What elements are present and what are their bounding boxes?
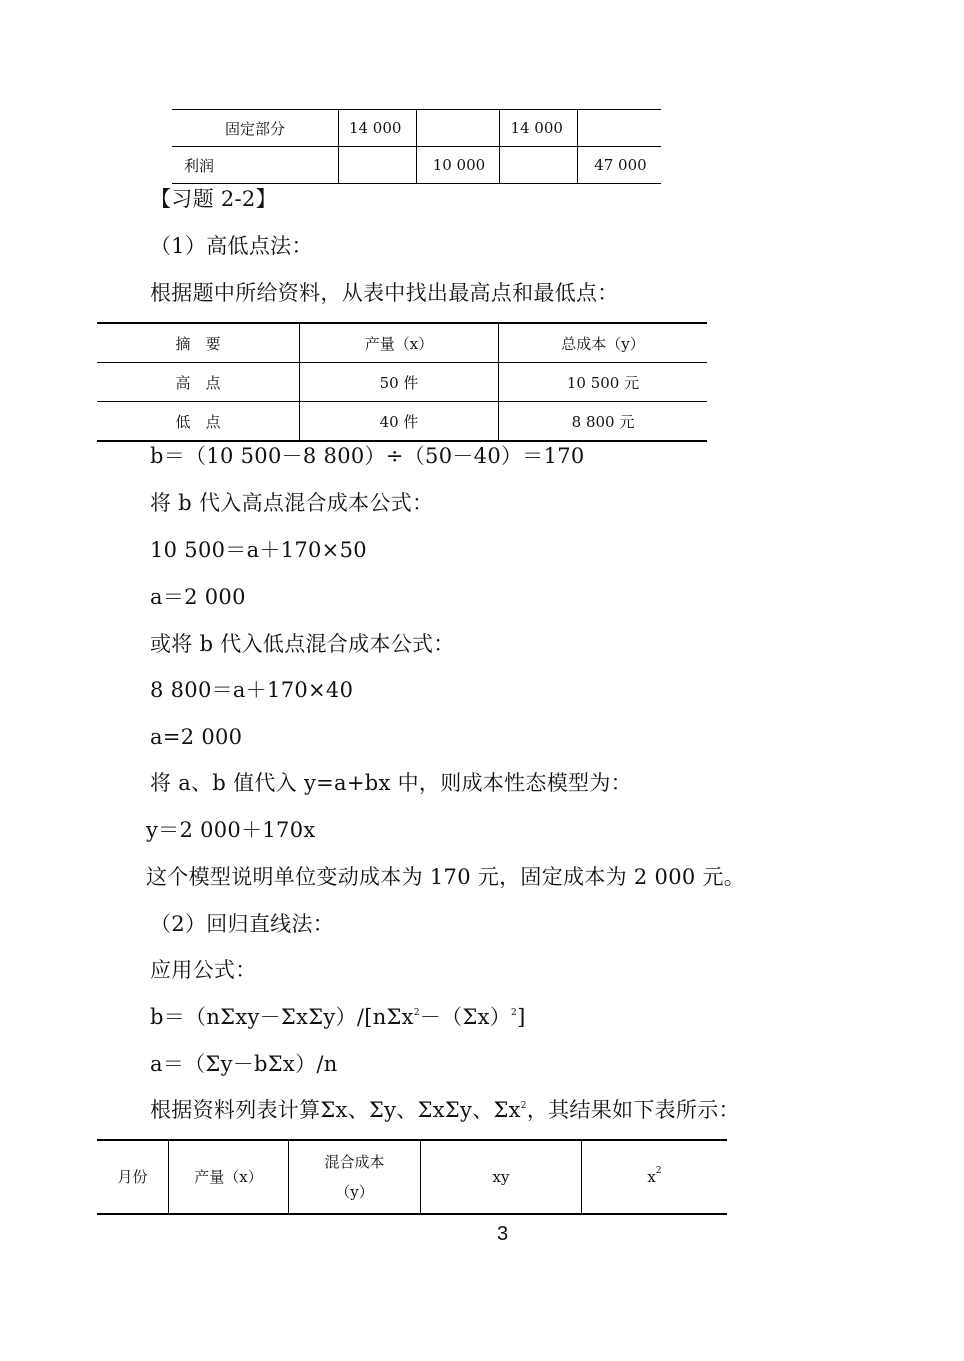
column-header: 月份 [97, 1140, 169, 1214]
column-header [582, 1140, 728, 1214]
table-cell: 利润 [172, 147, 338, 184]
table-header-row [97, 323, 707, 363]
table-row [172, 110, 661, 147]
table-cell: 8 800 元 [499, 402, 708, 442]
superscript: 2 [511, 1008, 518, 1018]
table-cell: 14 000 [500, 110, 578, 147]
text-line: 应用公式： [150, 958, 257, 982]
table-cell [416, 110, 500, 147]
table-row [97, 363, 707, 402]
formula-part: －（Σx） [419, 1005, 512, 1029]
table-cell: 50 件 [300, 363, 499, 402]
page-number: 3 [497, 1223, 509, 1245]
text-part: 根据资料列表计算Σx、Σy、ΣxΣy、Σx [150, 1098, 521, 1122]
method2-title: （2）回归直线法： [150, 912, 335, 936]
formula-line: y＝2 000＋170x [146, 818, 316, 842]
text-part: ，其结果如下表所示： [526, 1098, 740, 1122]
table-cell: 低 点 [97, 402, 300, 442]
formula-line: 10 500＝a＋170×50 [150, 538, 367, 562]
text-line: 或将 b 代入低点混合成本公式： [150, 632, 455, 656]
table-cell: 固定部分 [172, 110, 338, 147]
table-cell: 40 件 [300, 402, 499, 442]
table-cell: 10 000 [416, 147, 500, 184]
column-header: 产量（x） [169, 1140, 289, 1214]
table-header-row [97, 1140, 727, 1214]
column-header: xy [421, 1140, 582, 1214]
exercise-title: 【习题 2-2】 [150, 187, 277, 211]
superscript: 2 [413, 1008, 420, 1018]
formula-part: ] [517, 1005, 526, 1029]
formula-a: a＝（Σy－bΣx）/n [150, 1052, 338, 1076]
superscript: 2 [520, 1101, 527, 1111]
column-header [289, 1140, 421, 1214]
formula-line: b＝（10 500－8 800）÷（50－40）＝170 [150, 444, 585, 468]
intro-text: 根据题中所给资料，从表中找出最高点和最低点： [150, 281, 619, 305]
table-cell: 高 点 [97, 363, 300, 402]
column-header: 产量（x） [300, 323, 499, 363]
formula-b [150, 1002, 526, 1032]
table-cell: 47 000 [578, 147, 661, 184]
superscript: 2 [655, 1166, 662, 1176]
high-low-table [97, 322, 707, 442]
text-line: 将 b 代入高点混合成本公式： [150, 491, 434, 515]
table-cell [578, 110, 661, 147]
table-row [172, 147, 661, 184]
table-row [97, 402, 707, 442]
cost-table-top [172, 109, 661, 184]
table-cell: 10 500 元 [499, 363, 708, 402]
calc-intro [150, 1095, 740, 1125]
table-cell [338, 147, 416, 184]
text-line: 这个模型说明单位变动成本为 170 元，固定成本为 2 000 元。 [146, 865, 746, 889]
text-line: 将 a、b 值代入 y=a+bx 中，则成本性态模型为： [150, 771, 632, 795]
formula-line: 8 800＝a＋170×40 [150, 678, 354, 702]
regression-table [97, 1139, 727, 1215]
column-header: 摘 要 [97, 323, 300, 363]
method1-title: （1）高低点法： [150, 234, 313, 258]
column-header: 总成本（y） [499, 323, 708, 363]
header-line: 混合成本 [324, 1153, 385, 1171]
header-line: （y） [335, 1183, 374, 1201]
formula-line: a=2 000 [150, 725, 243, 749]
formula-line: a＝2 000 [150, 585, 246, 609]
table-cell: 14 000 [338, 110, 416, 147]
header-text: x [647, 1168, 656, 1186]
table-cell [500, 147, 578, 184]
formula-part: b＝（nΣxy－ΣxΣy）/[nΣx [150, 1005, 414, 1029]
